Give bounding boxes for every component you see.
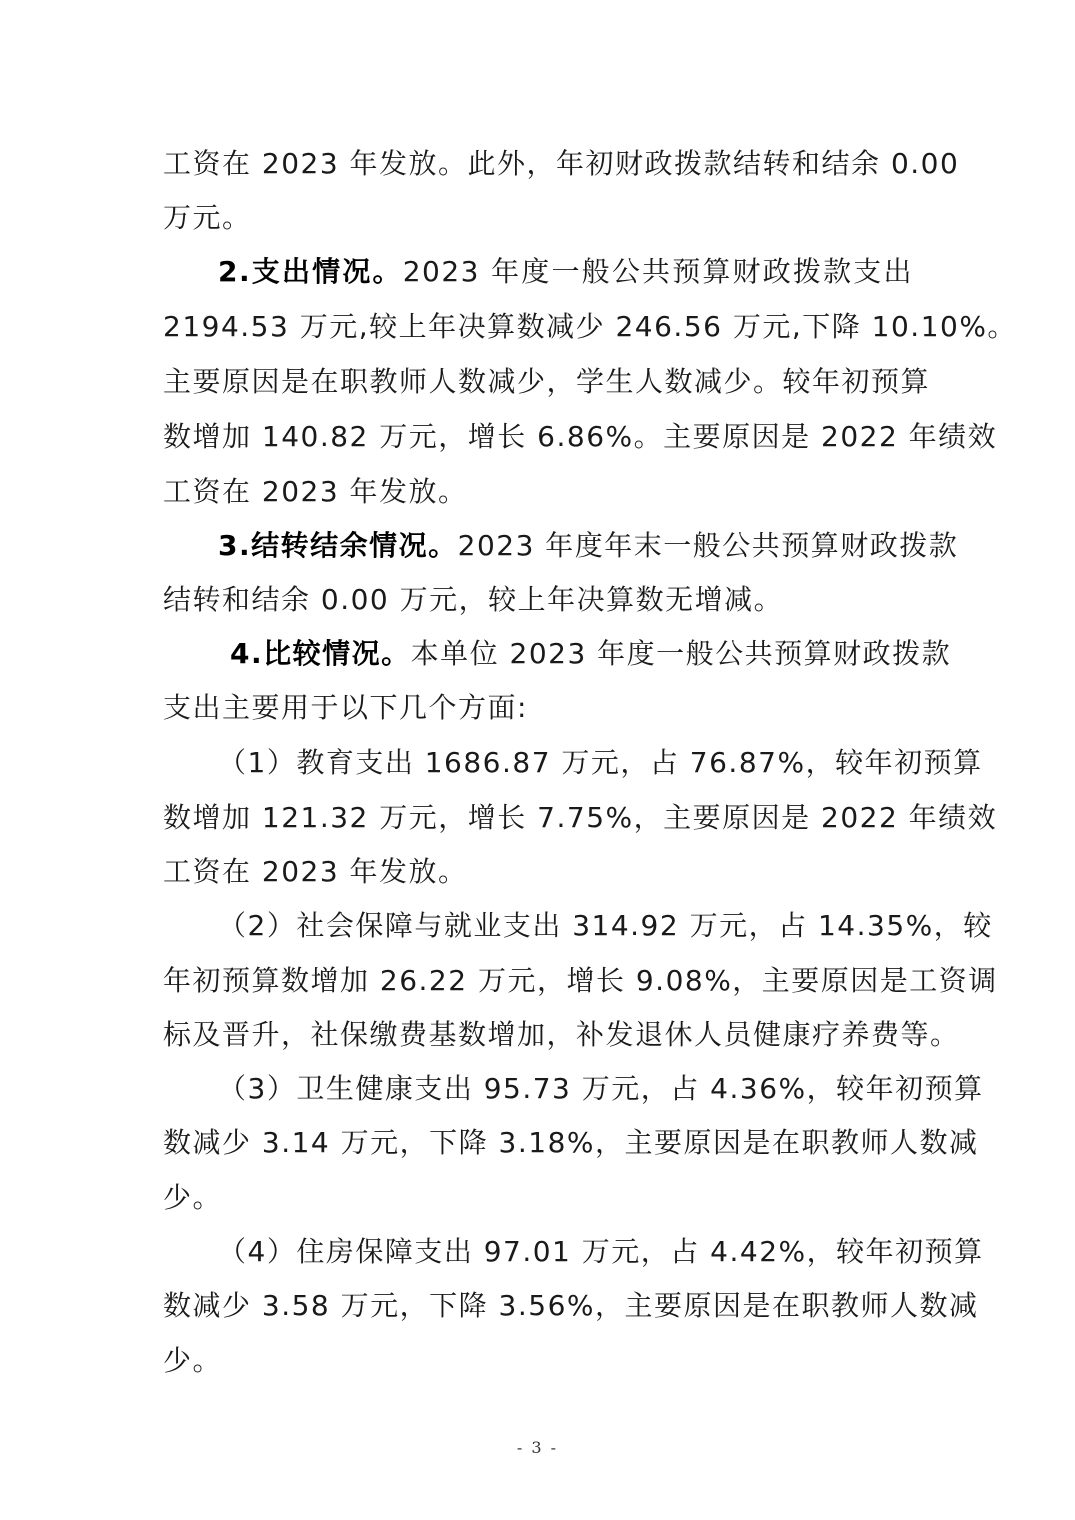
item1-line-2: 数增加 121.32 万元，增长 7.75%，主要原因是 2022 年绩效 xyxy=(163,801,998,834)
item3-line-1: （3）卫生健康支出 95.73 万元，占 4.36%，较年初预算 xyxy=(218,1072,984,1105)
item2-line-2: 年初预算数增加 26.22 万元，增长 9.08%，主要原因是工资调 xyxy=(163,964,998,997)
item1-line-1: （1）教育支出 1686.87 万元，占 76.87%，较年初预算 xyxy=(218,746,983,779)
item3-line-3: 少。 xyxy=(163,1181,223,1214)
item4-line-2: 数减少 3.58 万元，下降 3.56%，主要原因是在职教师人数减 xyxy=(163,1289,979,1322)
section2-line-4: 数增加 140.82 万元，增长 6.86%。主要原因是 2022 年绩效 xyxy=(163,420,998,453)
section4-line1-text: 本单位 2023 年度一般公共预算财政拨款 xyxy=(410,637,952,670)
section3-line-2: 结转和结余 0.00 万元，较上年决算数无增减。 xyxy=(163,583,784,616)
section2-heading: 2.支出情况。 xyxy=(218,255,403,288)
section4-line-2: 支出主要用于以下几个方面: xyxy=(163,691,528,724)
item1-line-3: 工资在 2023 年发放。 xyxy=(163,855,468,888)
intro-line-1: 工资在 2023 年发放。此外，年初财政拨款结转和结余 0.00 xyxy=(163,147,960,180)
section3-heading: 3.结转结余情况。 xyxy=(218,529,458,562)
section2-line-5: 工资在 2023 年发放。 xyxy=(163,475,468,508)
section4-line-1 xyxy=(230,636,952,672)
item3-line-2: 数减少 3.14 万元，下降 3.18%，主要原因是在职教师人数减 xyxy=(163,1126,979,1159)
item4-line-1: （4）住房保障支出 97.01 万元，占 4.42%，较年初预算 xyxy=(218,1235,984,1268)
item2-line-3: 标及晋升，社保缴费基数增加，补发退休人员健康疗养费等。 xyxy=(163,1018,960,1051)
section4-heading: 4.比较情况。 xyxy=(230,637,411,670)
section2-line-2: 2194.53 万元,较上年决算数减少 246.56 万元,下降 10.10%。 xyxy=(163,310,1017,343)
section2-line-1 xyxy=(218,254,913,290)
item4-line-3: 少。 xyxy=(163,1344,223,1377)
section2-line-3: 主要原因是在职教师人数减少，学生人数减少。较年初预算 xyxy=(163,365,931,398)
intro-line-2: 万元。 xyxy=(163,201,252,234)
item2-line-1: （2）社会保障与就业支出 314.92 万元，占 14.35%，较 xyxy=(218,909,993,942)
section3-line1-text: 2023 年度年末一般公共预算财政拨款 xyxy=(457,529,959,562)
section3-line-1 xyxy=(218,528,959,564)
page-number: - 3 - xyxy=(516,1438,559,1457)
section2-line1-text: 2023 年度一般公共预算财政拨款支出 xyxy=(402,255,913,288)
